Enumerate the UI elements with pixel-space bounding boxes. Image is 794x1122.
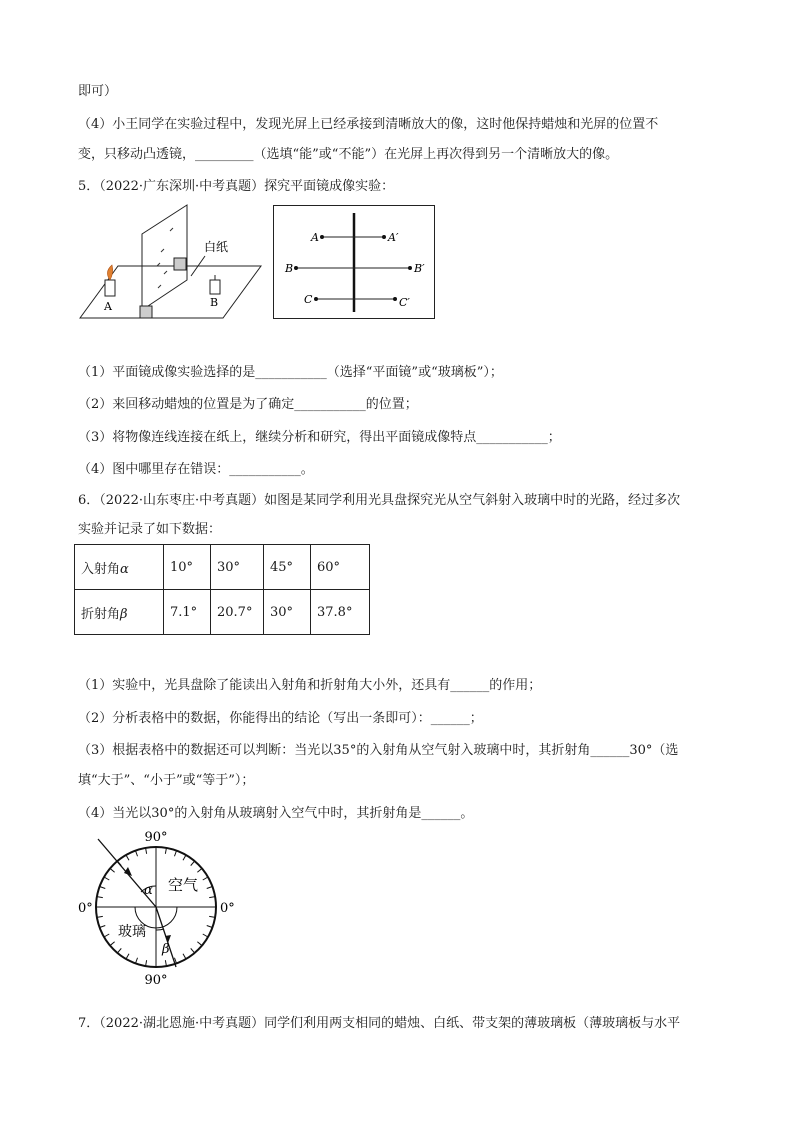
point-c-prime: C′ — [399, 296, 410, 309]
alpha-symbol: α — [120, 561, 129, 577]
q4-line-2: 变，只移动凸透镜，_________（选填“能”或“不能”）在光屏上再次得到另一个清晰放大的像。 — [78, 147, 619, 162]
q6-sub-1: （1）实验中，光具盘除了能读出入射角和折射角大小外，还具有______的作用； — [78, 678, 542, 693]
table-cell: 30° — [264, 590, 311, 635]
table-cell: 10° — [164, 545, 211, 590]
point-b-prime: B′ — [414, 262, 425, 275]
table-cell: 60° — [311, 545, 370, 590]
q5-sub-2: （2）来回移动蜡烛的位置是为了确定___________的位置； — [78, 397, 418, 412]
q5-title: 5．（2022·广东深圳·中考真题）探究平面镜成像实验： — [78, 179, 395, 194]
candle-b-label: B — [210, 296, 219, 309]
disc-label-bottom: 90° — [144, 973, 168, 988]
data-table — [74, 544, 370, 635]
table-cell: 30° — [211, 545, 264, 590]
q6-sub-3a: （3）根据表格中的数据还可以判断：当光以35°的入射角从空气射入玻璃中时，其折射角______30°（选 — [78, 743, 679, 758]
optical-disc-figure — [72, 826, 252, 990]
paper-label: 白纸 — [204, 240, 229, 254]
q6-title-2: 实验并记录了如下数据： — [78, 522, 222, 537]
point-a-prime: A′ — [388, 231, 399, 244]
row-incident-label: 入射角 — [81, 561, 121, 577]
table-cell: 45° — [264, 545, 311, 590]
disc-label-top: 90° — [144, 830, 168, 845]
q5-sub-3: （3）将物像连线连接在纸上，继续分析和研究，得出平面镜成像特点___________； — [78, 430, 561, 445]
table-row — [75, 545, 370, 590]
beta-symbol: β — [120, 606, 128, 622]
point-b: B — [285, 262, 294, 275]
plane-mirror-setup-figure — [78, 200, 263, 322]
point-c: C — [304, 293, 313, 306]
q4-line-1: （4）小王同学在实验过程中，发现光屏上已经承接到清晰放大的像，这时他保持蜡烛和光屏的位置不 — [78, 117, 659, 132]
disc-label-left: 0° — [78, 901, 93, 916]
air-label: 空气 — [168, 876, 199, 894]
table-cell: 37.8° — [311, 590, 370, 635]
q6-title-1: 6．（2022·山东枣庄·中考真题）如图是某同学利用光具盘探究光从空气斜射入玻璃中时的光路，经过多次 — [78, 493, 681, 508]
disc-label-right: 0° — [220, 901, 235, 916]
alpha-label: α — [144, 883, 153, 898]
image-points-figure — [273, 205, 435, 319]
q6-sub-4: （4）当光以30°的入射角从玻璃射入空气中时，其折射角是______。 — [78, 806, 474, 821]
table-cell: 7.1° — [164, 590, 211, 635]
row-refraction-label: 折射角 — [81, 606, 121, 622]
beta-label: β — [162, 942, 170, 957]
candle-a-label: A — [104, 300, 112, 313]
q5-sub-1: （1）平面镜成像实验选择的是___________（选择“平面镜”或“玻璃板”）； — [78, 365, 503, 380]
q6-sub-3b: 填“大于”、“小于”或“等于”）； — [78, 773, 255, 788]
table-row — [75, 590, 370, 635]
table-cell: 20.7° — [211, 590, 264, 635]
glass-label: 玻璃 — [118, 924, 146, 940]
text-continuation: 即可） — [78, 84, 118, 99]
point-a: A — [311, 231, 319, 244]
q7-title: 7．（2022·湖北恩施·中考真题）同学们利用两支相同的蜡烛、白纸、带支架的薄玻璃板（薄玻璃板与水平 — [78, 1016, 681, 1031]
q6-sub-2: （2）分析表格中的数据，你能得出的结论（写出一条即可）：______； — [78, 711, 483, 726]
q5-sub-4: （4）图中哪里存在错误：___________。 — [78, 462, 314, 477]
